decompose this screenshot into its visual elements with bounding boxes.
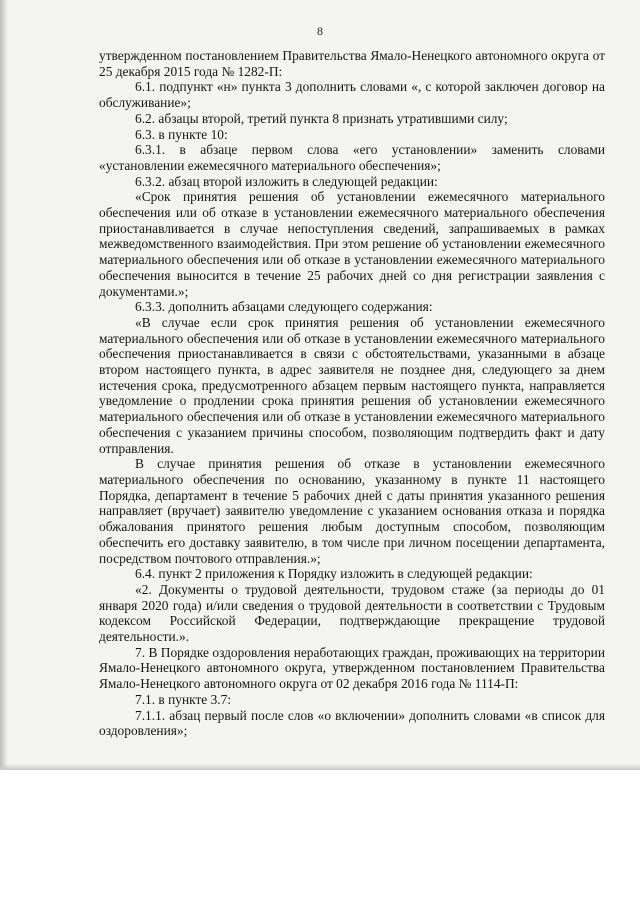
scan-shadow-bottom [0,764,640,770]
paragraph: 6.3.2. абзац второй изложить в следующей редакции: [135,173,438,189]
paragraph: 6.2. абзацы второй, третий пункта 8 признать утратившими силу; [135,110,508,126]
paragraph: В случае принятия решения об отказе в установлении ежемесячного материального обеспечения по основанию, указанному в пункте 11 настоящего Порядка, департамент в течение 5 рабочих дней с даты принятия указанного решения направляет (вручает) заявителю уведомление с указанием основания отказа и порядка обжалования принятого решения любым доступным способом, позволяющим обеспечить его доставку заявителю, в том числе при личном посещении департамента, посредством почтового отправления.»; [99,456,605,566]
paragraph: утвержденном постановлением Правительства Ямало-Ненецкого автономного округа от 25 декабря 2015 года № 1282-П: [99,48,605,79]
paragraph: 6.3.3. дополнить абзацами следующего содержания: [135,299,433,315]
paragraph: «2. Документы о трудовой деятельности, трудовом стаже (за периоды до 01 января 2020 года) и/или сведения о трудовой деятельности в соответствии с Трудовым кодексом Российской Федерации, подтверждающие прекращение трудовой деятельности.». [99,581,605,645]
paragraph: 6.3. в пункте 10: [135,126,228,142]
paragraph: 6.3.1. в абзаце первом слова «его установлении» заменить словами «установлении ежемесячного материального обеспечения»; [99,142,605,173]
paragraph: 7.1. в пункте 3.7: [135,691,232,707]
scan-shadow-left [0,0,8,770]
page-number: 8 [317,24,323,38]
paragraph: «В случае если срок принятия решения об установлении ежемесячного материального обеспечения или об отказе в установлении ежемесячного материального обеспечения приостанавливается в связи с обстоятельствами, указанными в абзаце втором настоящего пункта, в адрес заявителя не позднее дня, следующего за днем истечения срока, предусмотренного абзацем первым настоящего пункта, направляется уведомление о продлении срока принятия решения об установлении ежемесячного материального обеспечения или об отказе в установлении ежемесячного материального обеспечения с указанием причины способом, позволяющим подтвердить факт и дату отправления. [99,314,605,456]
paragraph: 6.4. пункт 2 приложения к Порядку изложить в следующей редакции: [135,566,533,582]
paragraph: 6.1. подпункт «н» пункта 3 дополнить словами «, с которой заключен договор на обслуживание»; [99,79,605,111]
document-body [99,48,605,739]
paragraph: «Срок принятия решения об установлении ежемесячного материального обеспечения или об отказе в установлении ежемесячного материального обеспечения приостанавливается в случае непоступления сведений, запрашиваемых в рамках межведомственного взаимодействия. При этом решение об установлении ежемесячного материального обеспечения или об отказе в установлении ежемесячного материального обеспечения выносится в течение 25 рабочих дней со дня регистрации заявления с документами.»; [99,189,605,299]
paragraph: 7.1.1. абзац первый после слов «о включении» дополнить словами «в список для оздоровления»; [99,707,605,739]
paragraph: 7. В Порядке оздоровления неработающих граждан, проживающих на территории Ямало-Ненецкого автономного округа, утвержденном постановлением Правительства Ямало-Ненецкого автономного округа от 02 декабря 2016 года № 1114-П: [99,644,605,692]
